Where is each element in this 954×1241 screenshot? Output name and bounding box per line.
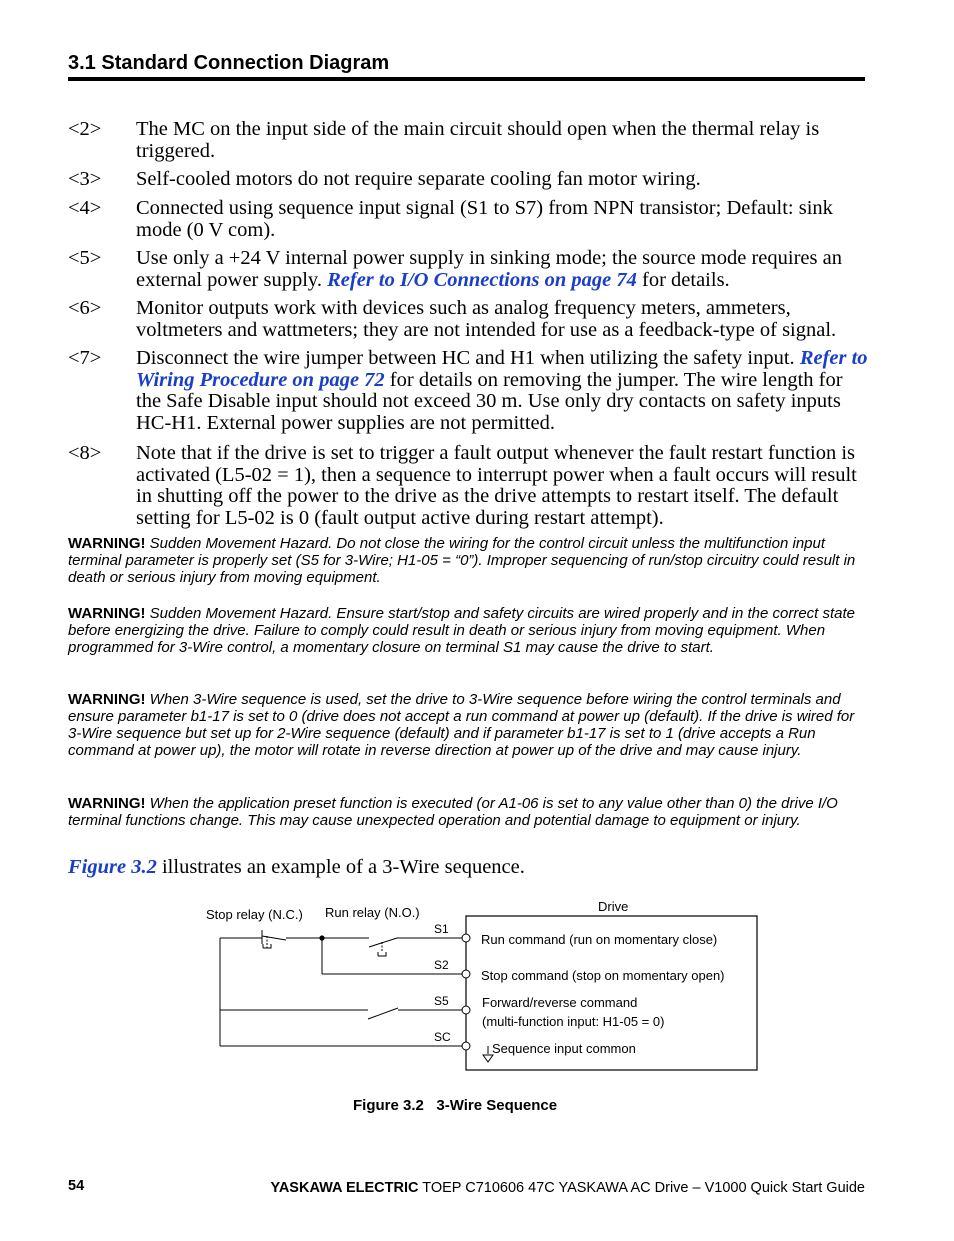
note-4 — [68, 198, 868, 241]
three-wire-diagram — [0, 890, 954, 1090]
note-number: <2> — [68, 118, 102, 140]
note-text — [136, 248, 868, 291]
footer-doc: TOEP C710606 47C YASKAWA AC Drive – V1000 Quick Start Guide — [418, 1180, 865, 1196]
warning-label: WARNING! — [68, 691, 146, 708]
figure-intro — [68, 856, 525, 879]
warning-text: Sudden Movement Hazard. Ensure start/stop and safety circuits are wired properly and in the correct state before energizing the drive. Failure to comply could result in death or serious injury from moving equipment. When programmed for 3-Wire control, a momentary closure on terminal S1 may cause the drive to start. — [68, 605, 856, 656]
terminal-sc — [462, 1042, 470, 1050]
note-text-before: Use only a +24 V internal power supply in sinking mode; the source mode requires an external power supply. — [136, 247, 842, 291]
terminal-label-s2: S2 — [434, 958, 449, 972]
wiring-procedure-link[interactable]: Refer to Wiring Procedure on page 72 — [136, 347, 868, 391]
note-text: Self-cooled motors do not require separate cooling fan motor wiring. — [136, 168, 701, 190]
run-command-desc: Run command (run on momentary close) — [481, 932, 718, 947]
section-rule — [68, 77, 865, 81]
terminal-s5 — [462, 1006, 470, 1014]
terminal-label-sc: SC — [434, 1030, 451, 1044]
warning-label: WARNING! — [68, 605, 146, 622]
stop-relay-contact — [257, 930, 286, 948]
fwd-rev-command-desc: Forward/reverse command — [482, 995, 638, 1010]
section-title: 3.1 Standard Connection Diagram — [68, 52, 390, 74]
run-relay-label: Run relay (N.O.) — [325, 905, 420, 920]
drive-label: Drive — [598, 899, 629, 914]
stop-relay-label: Stop relay (N.C.) — [206, 907, 303, 922]
warning-label: WARNING! — [68, 535, 146, 552]
io-connections-link[interactable]: Refer to I/O Connections on page 74 — [327, 268, 637, 291]
footer-text — [271, 1180, 866, 1196]
note-text-after: for details on removing the jumper. The wire length for the Safe Disable input should not exceed 30 m. Use only dry contacts on safety inputs HC-H1. External power supplies are not permitted. — [136, 368, 843, 434]
warning-text: Sudden Movement Hazard. Do not close the wiring for the control circuit unless the multifunction input terminal parameter is properly set (S5 for 3-Wire; H1-05 = “0”). Improper sequencing of run/stop circuitry could result in death or serious injury from moving equipment. — [68, 535, 856, 586]
terminal-label-s1: S1 — [434, 922, 449, 936]
note-text — [136, 348, 868, 434]
note-3 — [68, 169, 868, 191]
note-number: <7> — [68, 347, 102, 369]
note-text: The MC on the input side of the main circuit should open when the thermal relay is triggered. — [136, 118, 820, 162]
terminal-s2 — [462, 970, 470, 978]
note-text-before: Disconnect the wire jumper between HC and H1 when utilizing the safety input. — [136, 347, 800, 369]
figure-intro-text: illustrates an example of a 3-Wire sequence. — [156, 856, 525, 878]
stop-command-desc: Stop command (stop on momentary open) — [481, 968, 725, 983]
note-6 — [68, 298, 868, 341]
figure-3-2-link[interactable]: Figure 3.2 — [68, 856, 157, 878]
note-number: <4> — [68, 197, 102, 219]
note-text: Connected using sequence input signal (S1 to S7) from NPN transistor; Default: sink mode (0 V com). — [136, 197, 833, 241]
note-text-after: for details. — [636, 268, 730, 291]
warning-3 — [68, 691, 868, 759]
warning-label: WARNING! — [68, 795, 146, 812]
figure-caption: Figure 3.2 3-Wire Sequence — [353, 1097, 558, 1114]
warning-4 — [68, 795, 868, 829]
note-2 — [68, 119, 868, 162]
page-number: 54 — [68, 1178, 85, 1194]
note-7 — [68, 348, 868, 434]
fwd-rev-command-note: (multi-function input: H1-05 = 0) — [482, 1014, 665, 1029]
note-number: <3> — [68, 168, 102, 190]
terminal-s1 — [462, 934, 470, 942]
note-text: Note that if the drive is set to trigger a fault output whenever the fault restart function is activated (L5-02 = 1), then a sequence to interrupt power when a fault occurs will result in shutting off the power to the drive as the drive attempts to restart itself. The default setting for L5-02 is 0 (fault output active during restart attempt). — [136, 442, 857, 529]
warning-text: When the application preset function is executed (or A1-06 is set to any value other than 0) the drive I/O terminal functions change. This may cause unexpected operation and potential damage to equipment or injury. — [68, 795, 838, 829]
fwd-rev-switch-contact — [368, 1008, 398, 1019]
note-5 — [68, 248, 868, 291]
sequence-common-desc: Sequence input common — [492, 1041, 636, 1056]
note-text: Monitor outputs work with devices such as analog frequency meters, ammeters, voltmeters and wattmeters; they are not intended for use as a feedback-type of signal. — [136, 297, 837, 341]
footer-brand: YASKAWA ELECTRIC — [270, 1180, 419, 1196]
note-number: <8> — [68, 442, 102, 464]
run-relay-contact — [369, 938, 397, 956]
note-8 — [68, 443, 868, 529]
terminal-label-s5: S5 — [434, 994, 449, 1008]
warning-2 — [68, 605, 868, 656]
note-number: <6> — [68, 297, 102, 319]
warning-text: When 3-Wire sequence is used, set the drive to 3-Wire sequence before wiring the control terminals and ensure parameter b1-17 is set to 0 (drive does not accept a run command at power up (default). If the drive is wired for 3-Wire sequence but set up for 2-Wire sequence (default) and if parameter b1-17 is set to 1 (drive accepts a Run command at power up), the motor will rotate in reverse direction at power up of the drive and may cause injury. — [68, 691, 855, 759]
warning-1 — [68, 535, 868, 586]
note-number: <5> — [68, 247, 102, 269]
